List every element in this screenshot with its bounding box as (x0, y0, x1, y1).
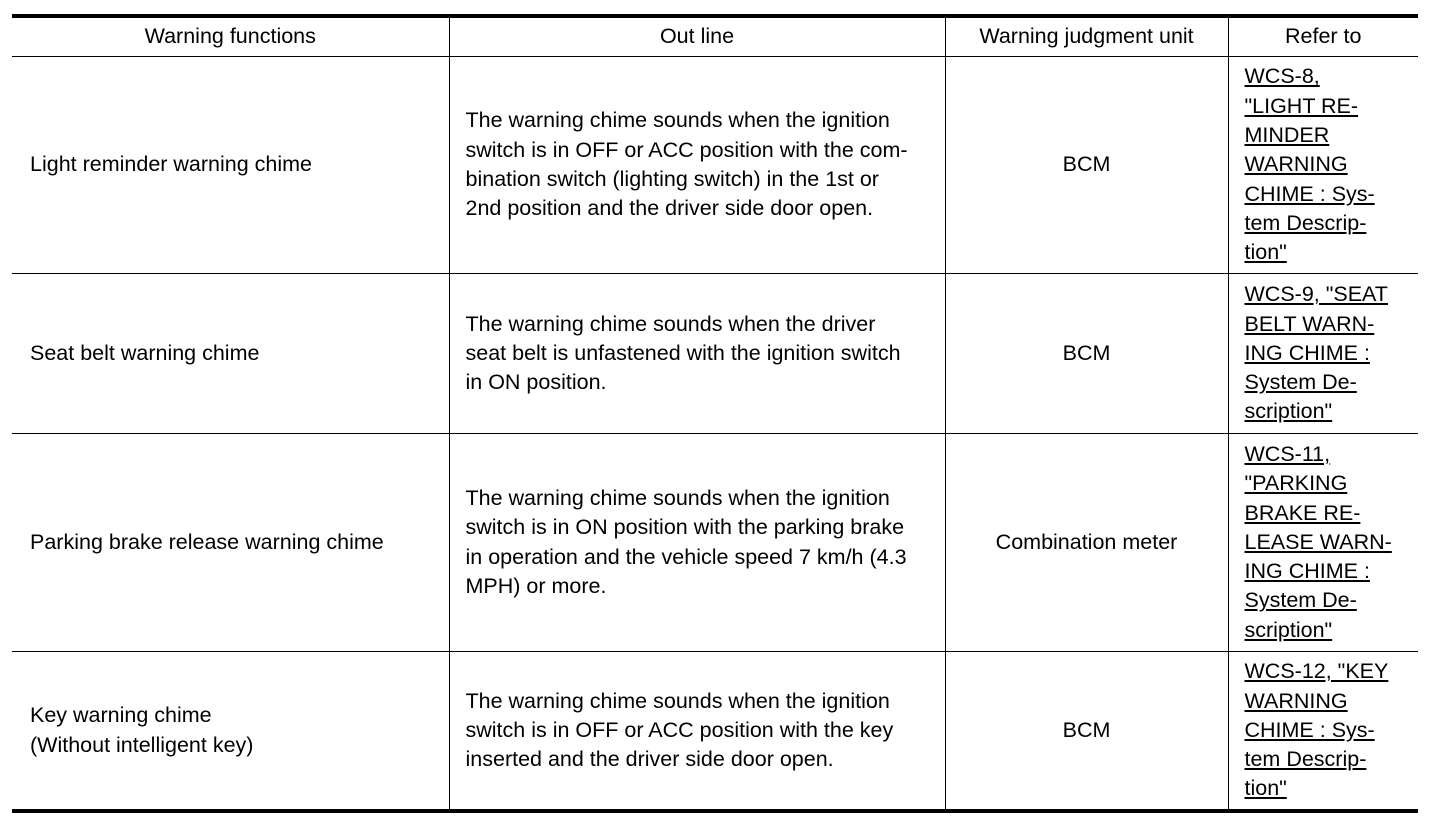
outline-line: in operation and the vehicle speed 7 km/h (4.3 (465, 544, 907, 569)
refer-to-cell (1228, 434, 1418, 652)
outline-line: 2nd position and the driver side door open. (465, 196, 874, 221)
outline-cell (449, 274, 945, 434)
reference-link-line[interactable]: WCS-9, "SEAT (1244, 282, 1388, 307)
warning-function-cell (12, 57, 449, 274)
table-row (12, 434, 1418, 652)
table-row (12, 652, 1418, 812)
table-header-row (12, 16, 1418, 57)
outline-cell (449, 57, 945, 274)
judgment-unit-cell: BCM (945, 652, 1228, 812)
refer-to-cell (1228, 652, 1418, 812)
table-row (12, 57, 1418, 274)
reference-link-line[interactable]: scription" (1244, 617, 1333, 642)
reference-link-line[interactable]: CHIME : Sys- (1244, 717, 1375, 742)
outline-line: in ON position. (465, 370, 607, 395)
reference-link-line[interactable]: MINDER (1244, 123, 1330, 148)
reference-link-wcs-12[interactable] (1245, 657, 1415, 803)
reference-link-line[interactable]: tem Descrip- (1244, 210, 1367, 235)
warning-functions-table-container (12, 14, 1418, 813)
outline-line: The warning chime sounds when the ignition (465, 108, 890, 133)
reference-link-line[interactable]: BELT WARN- (1244, 311, 1375, 336)
outline-cell (449, 434, 945, 652)
header-out-line: Out line (449, 16, 945, 57)
outline-line: MPH) or more. (465, 573, 607, 598)
reference-link-line[interactable]: tion" (1244, 240, 1287, 265)
reference-link-line[interactable]: System De- (1244, 588, 1357, 613)
reference-link-line[interactable]: WARNING (1244, 688, 1348, 713)
warning-function-cell (12, 274, 449, 434)
reference-link-line[interactable]: WCS-11, (1244, 441, 1331, 466)
reference-link-wcs-9[interactable] (1245, 280, 1415, 426)
reference-link-wcs-8[interactable] (1245, 62, 1415, 267)
function-text: Light reminder warning chime (30, 152, 313, 177)
warning-function-cell (12, 652, 449, 812)
outline-line: The warning chime sounds when the ignition (465, 688, 890, 713)
refer-to-cell (1228, 57, 1418, 274)
reference-link-line[interactable]: tion" (1244, 776, 1287, 801)
function-text: (Without intelligent key) (30, 732, 254, 757)
reference-link-line[interactable]: BRAKE RE- (1244, 500, 1361, 525)
reference-link-line[interactable]: WCS-12, "KEY (1244, 659, 1389, 684)
reference-link-line[interactable]: "LIGHT RE- (1244, 93, 1359, 118)
reference-link-line[interactable]: WCS-8, (1244, 64, 1320, 89)
reference-link-wcs-11[interactable] (1245, 440, 1415, 645)
function-text: Key warning chime (30, 703, 212, 728)
judgment-unit-cell: BCM (945, 274, 1228, 434)
header-refer-to: Refer to (1228, 16, 1418, 57)
outline-line: bination switch (lighting switch) in the 1st or (465, 167, 879, 191)
reference-link-line[interactable]: tem Descrip- (1244, 747, 1367, 772)
judgment-unit-cell: Combination meter (945, 434, 1228, 652)
reference-link-line[interactable]: ING CHIME : (1244, 340, 1370, 365)
outline-line: switch is in ON position with the parking brake (465, 515, 905, 540)
outline-line: switch is in OFF or ACC position with the key (465, 717, 894, 742)
warning-function-cell (12, 434, 449, 652)
outline-line: inserted and the driver side door open. (465, 747, 834, 772)
outline-cell (449, 652, 945, 812)
outline-line: The warning chime sounds when the driver (465, 311, 876, 336)
refer-to-cell (1228, 274, 1418, 434)
reference-link-line[interactable]: LEASE WARN- (1244, 529, 1392, 554)
reference-link-line[interactable]: System De- (1244, 370, 1357, 395)
header-warning-functions: Warning functions (12, 16, 449, 57)
warning-functions-table (12, 14, 1418, 813)
reference-link-line[interactable]: CHIME : Sys- (1244, 181, 1375, 206)
reference-link-line[interactable]: WARNING (1244, 152, 1348, 177)
reference-link-line[interactable]: scription" (1244, 399, 1333, 424)
judgment-unit-cell: BCM (945, 57, 1228, 274)
reference-link-line[interactable]: ING CHIME : (1244, 559, 1370, 584)
outline-line: switch is in OFF or ACC position with the com- (465, 137, 908, 162)
function-text: Parking brake release warning chime (30, 529, 384, 554)
header-warning-judgment-unit: Warning judgment unit (945, 16, 1228, 57)
outline-line: seat belt is unfastened with the ignition switch (465, 340, 901, 365)
reference-link-line[interactable]: "PARKING (1244, 471, 1348, 496)
outline-line: The warning chime sounds when the ignition (465, 485, 890, 510)
table-row (12, 274, 1418, 434)
function-text: Seat belt warning chime (30, 340, 260, 365)
